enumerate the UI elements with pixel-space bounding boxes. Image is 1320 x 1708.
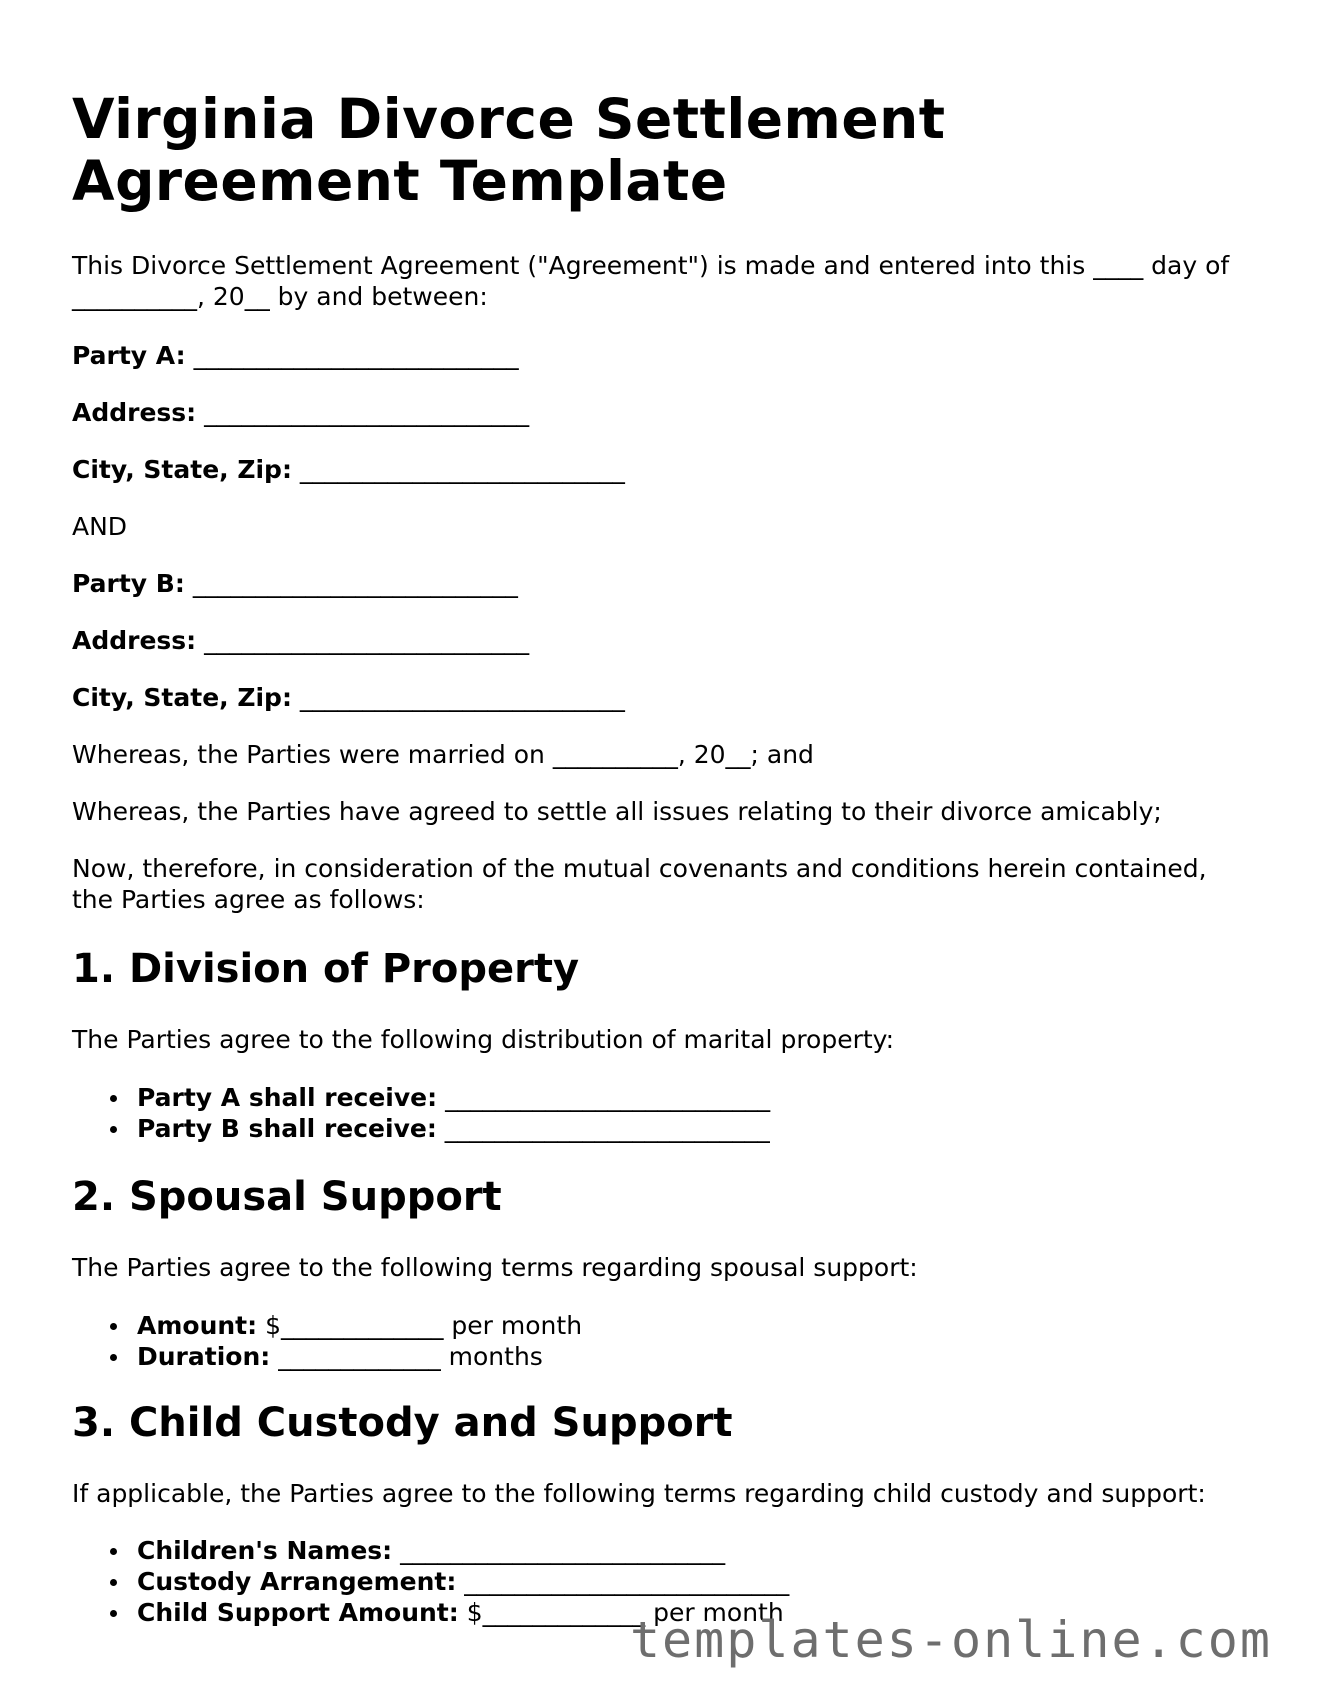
list-item-value: __________________________ <box>444 1114 770 1143</box>
and-separator: AND <box>72 512 128 541</box>
spousal-list <box>72 1310 582 1372</box>
intro-paragraph: This Divorce Settlement Agreement ("Agreement") is made and entered into this ____ day of __________, 20__ by and between: <box>72 251 1230 311</box>
party-b-name-blank: __________________________ <box>192 569 518 598</box>
list-item-value: $_____________ per month <box>265 1311 583 1340</box>
party-a-name-line <box>72 340 519 371</box>
party-a-city-line <box>72 454 625 485</box>
list-item <box>72 1341 582 1372</box>
party-b-address-label: Address: <box>72 626 197 655</box>
party-a-address-line <box>72 397 529 428</box>
section-intro-property: The Parties agree to the following distribution of marital property: <box>72 1025 895 1054</box>
party-b-name-label: Party B: <box>72 569 185 598</box>
section-intro-child: If applicable, the Parties agree to the following terms regarding child custody and support: <box>72 1479 1206 1508</box>
section-heading-spousal: 2. Spousal Support <box>72 1174 502 1220</box>
list-item-value: $_____________ per month <box>466 1598 784 1627</box>
party-b-city-line <box>72 682 625 713</box>
party-a-address-label: Address: <box>72 398 197 427</box>
list-item <box>72 1082 770 1113</box>
watermark-text: templates-online.com <box>629 1611 1272 1669</box>
list-item-label: Party B shall receive: <box>137 1114 437 1143</box>
list-item-label: Amount: <box>137 1311 258 1340</box>
list-item <box>72 1566 789 1597</box>
whereas-married-paragraph: Whereas, the Parties were married on __________, 20__; and <box>72 740 814 769</box>
party-b-address-line <box>72 625 529 656</box>
party-a-city-blank: __________________________ <box>299 455 625 484</box>
section-heading-property: 1. Division of Property <box>72 946 580 992</box>
section-intro-spousal: The Parties agree to the following terms regarding spousal support: <box>72 1253 918 1282</box>
party-a-name-label: Party A: <box>72 341 186 370</box>
party-b-address-blank: __________________________ <box>204 626 530 655</box>
whereas-settle-paragraph: Whereas, the Parties have agreed to settle all issues relating to their divorce amicably; <box>72 797 1162 826</box>
list-item <box>72 1535 789 1566</box>
list-item <box>72 1310 582 1341</box>
now-therefore-paragraph: Now, therefore, in consideration of the mutual covenants and conditions herein contained, the Parties agree as follows: <box>72 854 1207 914</box>
list-item-value: __________________________ <box>464 1567 790 1596</box>
section-heading-child: 3. Child Custody and Support <box>72 1400 733 1446</box>
party-b-name-line <box>72 568 518 599</box>
list-item <box>72 1113 770 1144</box>
list-item-label: Duration: <box>137 1342 271 1371</box>
list-item-label: Children's Names: <box>137 1536 393 1565</box>
party-b-city-blank: __________________________ <box>299 683 625 712</box>
list-item-value: __________________________ <box>400 1536 726 1565</box>
list-item-value: _____________ months <box>278 1342 543 1371</box>
party-a-address-blank: __________________________ <box>204 398 530 427</box>
list-item-label: Child Support Amount: <box>137 1598 459 1627</box>
party-a-city-label: City, State, Zip: <box>72 455 292 484</box>
property-list <box>72 1082 770 1144</box>
list-item-label: Custody Arrangement: <box>137 1567 457 1596</box>
party-b-city-label: City, State, Zip: <box>72 683 292 712</box>
list-item-label: Party A shall receive: <box>137 1083 438 1112</box>
party-a-name-blank: __________________________ <box>193 341 519 370</box>
page-title: Virginia Divorce Settlement Agreement Template <box>72 87 946 213</box>
list-item-value: __________________________ <box>445 1083 771 1112</box>
